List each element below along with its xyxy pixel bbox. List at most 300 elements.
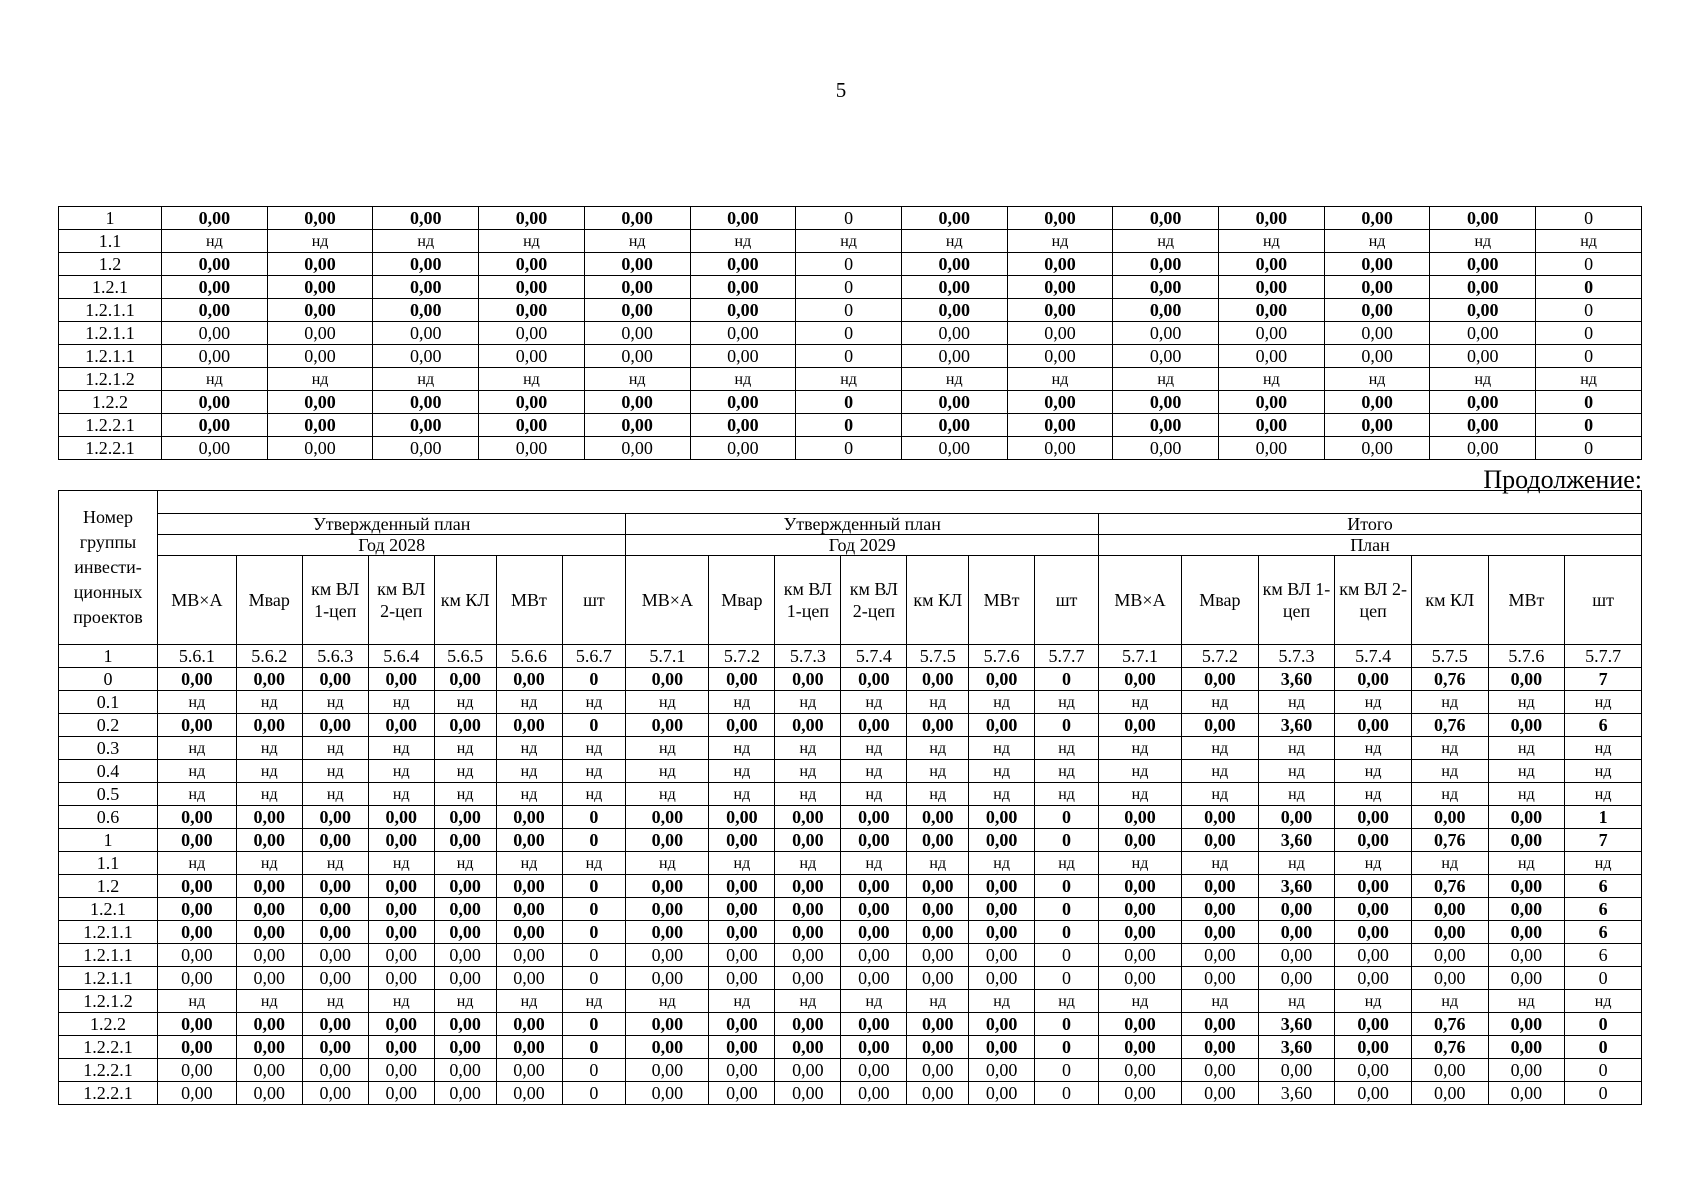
table-cell: 0	[562, 898, 626, 921]
table-cell: 0,00	[496, 967, 562, 990]
column-code: 5.7.3	[775, 645, 841, 668]
table-cell: 0,00	[1488, 714, 1565, 737]
table-cell: 0,00	[267, 276, 373, 299]
table-cell: 0	[1035, 875, 1099, 898]
column-code: 5.7.2	[1182, 645, 1259, 668]
table-row	[59, 783, 1642, 806]
table-cell: 0,00	[1182, 944, 1259, 967]
table-cell: 0,00	[690, 437, 796, 460]
table-cell: 0,00	[236, 806, 302, 829]
row-label: 1.2.1	[59, 276, 162, 299]
table-cell: нд	[434, 691, 496, 714]
table-cell: 0,00	[584, 345, 690, 368]
table-cell: нд	[1258, 691, 1335, 714]
table-cell: 0,00	[775, 944, 841, 967]
table-cell: 0,00	[1430, 391, 1536, 414]
table-cell: 0,00	[709, 668, 775, 691]
table-cell: 0,00	[907, 1013, 969, 1036]
table-cell: 0,00	[841, 829, 907, 852]
table-cell: нд	[969, 852, 1035, 875]
table-cell: 0,00	[1007, 414, 1113, 437]
table-cell: 0,00	[841, 921, 907, 944]
table-cell: 0,00	[236, 944, 302, 967]
unit-header: км КЛ	[1411, 556, 1488, 645]
table-cell: 0,00	[162, 391, 268, 414]
table-cell: 0,00	[236, 714, 302, 737]
column-code: 5.7.7	[1035, 645, 1099, 668]
table-cell: нд	[709, 783, 775, 806]
unit-header: км ВЛ 1-цеп	[775, 556, 841, 645]
table-cell: нд	[775, 737, 841, 760]
table-cell: 0,00	[1219, 276, 1325, 299]
table-cell: 3,60	[1258, 875, 1335, 898]
row-label: 1.2.2.1	[59, 437, 162, 460]
table-cell: 0,00	[373, 437, 479, 460]
table-cell: 0,00	[1430, 345, 1536, 368]
table-cell: 0,00	[1219, 207, 1325, 230]
table-cell: 0,00	[373, 391, 479, 414]
table-cell: 0,00	[434, 875, 496, 898]
table-cell: 0,00	[1182, 875, 1259, 898]
table-cell: 0,00	[1335, 944, 1412, 967]
table-row	[59, 944, 1642, 967]
column-code: 5.7.6	[1488, 645, 1565, 668]
table-cell: 0,00	[584, 276, 690, 299]
table-cell: 0,00	[479, 276, 585, 299]
table-row	[59, 691, 1642, 714]
table-cell: 0,00	[1098, 944, 1181, 967]
table-cell: 0,00	[496, 921, 562, 944]
table-cell: 0,00	[1324, 391, 1430, 414]
table-cell: 0,00	[162, 322, 268, 345]
unit-header: МВт	[496, 556, 562, 645]
table-cell: 0,00	[1098, 921, 1181, 944]
table-cell: 0,00	[158, 944, 237, 967]
table-row	[59, 829, 1642, 852]
table-cell: нд	[1182, 760, 1259, 783]
unit-header: шт	[1565, 556, 1642, 645]
table-cell: 0	[796, 299, 902, 322]
table-cell: нд	[907, 783, 969, 806]
table-cell: 0,00	[1182, 921, 1259, 944]
table-cell: нд	[496, 760, 562, 783]
table-cell: 0,00	[236, 1059, 302, 1082]
column-code: 5.7.4	[841, 645, 907, 668]
unit-header: км КЛ	[434, 556, 496, 645]
table-cell: 0,00	[1182, 898, 1259, 921]
table-cell: нд	[236, 691, 302, 714]
table-cell: 0,00	[158, 668, 237, 691]
table-cell: нд	[907, 852, 969, 875]
table-cell: 0,00	[626, 714, 709, 737]
table-cell: нд	[1035, 783, 1099, 806]
unit-header: МВт	[1488, 556, 1565, 645]
table-cell: нд	[626, 737, 709, 760]
table-cell: 0,00	[302, 668, 368, 691]
table-cell: нд	[1258, 760, 1335, 783]
table-cell: 0,00	[434, 1013, 496, 1036]
table-cell: 0,00	[709, 1013, 775, 1036]
header-blank-cell	[158, 491, 1642, 514]
table-cell: 3,60	[1258, 1036, 1335, 1059]
table-row	[59, 1082, 1642, 1105]
table-cell: 0,00	[1335, 1082, 1412, 1105]
table-cell: 0,00	[158, 1013, 237, 1036]
table-cell: нд	[901, 368, 1007, 391]
table-cell: 0,00	[1182, 1036, 1259, 1059]
table-cell: нд	[1488, 760, 1565, 783]
unit-header: Мвар	[236, 556, 302, 645]
table-cell: 0,00	[775, 1036, 841, 1059]
table-cell: 0,00	[901, 207, 1007, 230]
table-cell: 0,00	[496, 668, 562, 691]
table-row	[59, 322, 1642, 345]
table-row	[59, 1013, 1642, 1036]
table-cell: 0,00	[479, 299, 585, 322]
table-cell: нд	[368, 760, 434, 783]
table-cell: 0,00	[907, 944, 969, 967]
table-cell: 0,00	[709, 829, 775, 852]
table-cell: 0	[1035, 1013, 1099, 1036]
table-cell: нд	[1035, 737, 1099, 760]
table-cell: 0,00	[775, 714, 841, 737]
table-cell: 0,00	[1430, 299, 1536, 322]
table-cell: нд	[1565, 783, 1642, 806]
table-cell: 0,00	[626, 875, 709, 898]
row-label: 1.2.2	[59, 1013, 158, 1036]
table-cell: 0,00	[1488, 806, 1565, 829]
table-cell: 0,00	[709, 875, 775, 898]
table-cell: 0,00	[368, 944, 434, 967]
table-cell: нд	[1335, 737, 1412, 760]
table-cell: 0	[1536, 276, 1642, 299]
table-cell: 0,00	[584, 414, 690, 437]
table-cell: 0,00	[775, 1013, 841, 1036]
table-cell: 3,60	[1258, 668, 1335, 691]
table-cell: 0,00	[901, 345, 1007, 368]
table-cell: 0,00	[368, 714, 434, 737]
table-cell: нд	[841, 783, 907, 806]
table-cell: 0,00	[1007, 322, 1113, 345]
table-cell: 0,00	[1219, 414, 1325, 437]
table-cell: нд	[907, 760, 969, 783]
table-cell: 0,00	[434, 1082, 496, 1105]
table-cell: 0,00	[690, 414, 796, 437]
table-cell: 0,00	[969, 1059, 1035, 1082]
table-cell: 0,00	[709, 1082, 775, 1105]
table-cell: 0,00	[373, 322, 479, 345]
table-cell: 0,00	[368, 1059, 434, 1082]
table-cell: 0,00	[158, 806, 237, 829]
table-cell: нд	[302, 737, 368, 760]
table-cell: 0	[796, 322, 902, 345]
table-cell: 0,00	[267, 345, 373, 368]
page-number: 5	[835, 78, 847, 102]
table-cell: нд	[1335, 783, 1412, 806]
table-cell: 0,00	[1430, 437, 1536, 460]
table-row	[59, 437, 1642, 460]
table-cell: нд	[1488, 990, 1565, 1013]
table-cell: 0,00	[158, 967, 237, 990]
table-cell: 0,00	[709, 806, 775, 829]
table-cell: нд	[1565, 852, 1642, 875]
table-cell: 0,00	[709, 714, 775, 737]
row-label: 1.2.2.1	[59, 1059, 158, 1082]
table-cell: 0,00	[690, 207, 796, 230]
table-cell: 0,00	[690, 276, 796, 299]
table-cell: 0,00	[1430, 253, 1536, 276]
table-cell: 0,00	[368, 967, 434, 990]
table-cell: нд	[690, 230, 796, 253]
table-cell: 0,00	[1324, 207, 1430, 230]
table-cell: нд	[1258, 852, 1335, 875]
table-cell: 3,60	[1258, 1082, 1335, 1105]
table-cell: нд	[907, 691, 969, 714]
group-subtitle-2028: Год 2028	[158, 535, 626, 556]
table-cell: нд	[969, 783, 1035, 806]
table-cell: 0,00	[1430, 207, 1536, 230]
table-cell: нд	[1219, 368, 1325, 391]
table-cell: нд	[368, 990, 434, 1013]
table-cell: 0,00	[1335, 921, 1412, 944]
unit-header: км ВЛ 2-цеп	[841, 556, 907, 645]
table-cell: нд	[1430, 230, 1536, 253]
table-cell: 0	[1035, 668, 1099, 691]
table-cell: нд	[1258, 737, 1335, 760]
table-cell: 0,00	[1098, 714, 1181, 737]
table-cell: 0,00	[1335, 875, 1412, 898]
table-cell: нд	[368, 783, 434, 806]
table-cell: 0,00	[496, 1082, 562, 1105]
table-cell: 0,00	[302, 1082, 368, 1105]
table-cell: 0	[562, 944, 626, 967]
column-code: 5.7.1	[626, 645, 709, 668]
table-cell: нд	[626, 760, 709, 783]
table-cell: 0,00	[626, 944, 709, 967]
table-cell: 6	[1565, 714, 1642, 737]
table-cell: нд	[1488, 691, 1565, 714]
table-cell: нд	[1258, 990, 1335, 1013]
table-cell: нд	[434, 990, 496, 1013]
table-cell: нд	[709, 691, 775, 714]
table-cell: 0,00	[1182, 806, 1259, 829]
table-cell: нд	[562, 691, 626, 714]
table-cell: 0,76	[1411, 714, 1488, 737]
row-label: 0.3	[59, 737, 158, 760]
table-cell: нд	[434, 737, 496, 760]
table-cell: 0,00	[969, 668, 1035, 691]
table-cell: 0,00	[841, 806, 907, 829]
table-cell: 0,00	[162, 207, 268, 230]
unit-header: км ВЛ 2-цеп	[1335, 556, 1412, 645]
table-row	[59, 207, 1642, 230]
table-cell: 0,00	[1411, 1082, 1488, 1105]
table-cell: 0,00	[267, 322, 373, 345]
table-cell: 0,00	[158, 1082, 237, 1105]
unit-header: МВт	[969, 556, 1035, 645]
table-cell: 3,60	[1258, 829, 1335, 852]
table-cell: нд	[1411, 760, 1488, 783]
table-cell: 0,00	[690, 345, 796, 368]
table-cell: нд	[496, 691, 562, 714]
table-cell: 0,00	[373, 253, 479, 276]
table-cell: 0,00	[690, 253, 796, 276]
table-cell: 0,00	[1324, 322, 1430, 345]
table-cell: 0,00	[373, 299, 479, 322]
table-cell: 0	[1536, 322, 1642, 345]
table-cell: 0,00	[1488, 1013, 1565, 1036]
table-cell: 0,00	[479, 322, 585, 345]
table-cell: 0,00	[626, 1059, 709, 1082]
table-cell: нд	[907, 990, 969, 1013]
table-cell: 0,00	[236, 875, 302, 898]
table-cell: нд	[236, 783, 302, 806]
table-cell: 0	[1536, 253, 1642, 276]
table-cell: 0,00	[479, 345, 585, 368]
table-cell: 0,00	[1488, 944, 1565, 967]
table-cell: 0,00	[841, 1059, 907, 1082]
table-cell: 0,00	[969, 714, 1035, 737]
table-cell: 0,00	[1098, 875, 1181, 898]
unit-header: км ВЛ 1-цеп	[1258, 556, 1335, 645]
table-cell: 0,00	[907, 668, 969, 691]
table-cell: 0	[562, 921, 626, 944]
table-cell: 0,00	[775, 829, 841, 852]
table-cell: 0,00	[1219, 391, 1325, 414]
table-cell: 0,00	[434, 944, 496, 967]
table-cell: 0,00	[1113, 414, 1219, 437]
table-cell: 0,00	[1113, 345, 1219, 368]
table-cell: 0	[562, 1082, 626, 1105]
table-cell: 0	[796, 391, 902, 414]
table-cell: 0,00	[1324, 253, 1430, 276]
table-cell: 6	[1565, 875, 1642, 898]
table-cell: 0,00	[1488, 967, 1565, 990]
table-cell: 0,00	[267, 437, 373, 460]
table-cell: нд	[1324, 368, 1430, 391]
table-cell: нд	[158, 737, 237, 760]
table-cell: нд	[584, 230, 690, 253]
table-cell: нд	[562, 760, 626, 783]
table-cell: 0,00	[1219, 345, 1325, 368]
table-cell: 0,00	[158, 898, 237, 921]
table-cell: нд	[302, 990, 368, 1013]
row-label: 0.6	[59, 806, 158, 829]
table-cell: 0,00	[584, 391, 690, 414]
table-cell: 0,00	[1324, 437, 1430, 460]
table-cell: 0,00	[584, 207, 690, 230]
table-cell: нд	[562, 990, 626, 1013]
table-cell: 0,00	[841, 944, 907, 967]
table-cell: 0,00	[302, 875, 368, 898]
group-subtitle-2029: Год 2029	[626, 535, 1099, 556]
table-cell: 0,00	[434, 967, 496, 990]
table-row	[59, 391, 1642, 414]
table-cell: 0,00	[969, 1082, 1035, 1105]
table-row	[59, 345, 1642, 368]
table-cell: 0,00	[1488, 1059, 1565, 1082]
table-cell: 3,60	[1258, 714, 1335, 737]
row-label: 1.2	[59, 875, 158, 898]
table-cell: 0	[1035, 714, 1099, 737]
table-cell: нд	[1098, 691, 1181, 714]
table-cell: нд	[1182, 691, 1259, 714]
table-cell: нд	[690, 368, 796, 391]
table-cell: 0	[562, 829, 626, 852]
table-cell: нд	[841, 737, 907, 760]
table-cell: нд	[1411, 691, 1488, 714]
table-cell: нд	[1035, 990, 1099, 1013]
table-cell: 0,00	[1182, 1082, 1259, 1105]
table-cell: 0,00	[236, 898, 302, 921]
table-cell: 0	[1536, 391, 1642, 414]
row-label: 0.1	[59, 691, 158, 714]
table-cell: нд	[1536, 368, 1642, 391]
table-cell: 0,00	[1411, 1059, 1488, 1082]
column-code: 5.7.5	[907, 645, 969, 668]
table-cell: 0	[1035, 944, 1099, 967]
table-cell: 0,00	[267, 414, 373, 437]
table-cell: нд	[1182, 783, 1259, 806]
table-cell: 0,00	[907, 714, 969, 737]
table-cell: 0,00	[969, 1036, 1035, 1059]
table-cell: 0,00	[1258, 898, 1335, 921]
table-cell: нд	[236, 990, 302, 1013]
row-label: 1.2.1.1	[59, 299, 162, 322]
table-cell: нд	[626, 852, 709, 875]
table-cell: 0,00	[1258, 1059, 1335, 1082]
table-cell: нд	[841, 990, 907, 1013]
row-label: 1.2.2.1	[59, 414, 162, 437]
table-cell: 6	[1565, 898, 1642, 921]
table-cell: 0,00	[496, 1059, 562, 1082]
table-cell: 0,00	[1098, 1082, 1181, 1105]
table-cell: 0,00	[1335, 668, 1412, 691]
table-cell: 0,00	[584, 437, 690, 460]
table-cell: 0,00	[1113, 299, 1219, 322]
table-cell: нд	[302, 783, 368, 806]
table-cell: 0,00	[496, 898, 562, 921]
table-cell: 0	[1035, 921, 1099, 944]
row-label: 1.2.1	[59, 898, 158, 921]
table-cell: 0,00	[907, 875, 969, 898]
table-cell: нд	[1113, 368, 1219, 391]
table-cell: 0,00	[1113, 391, 1219, 414]
row-label: 1.2.1.2	[59, 368, 162, 391]
table-cell: 0,00	[1324, 276, 1430, 299]
table-cell: 0,00	[434, 714, 496, 737]
table-cell: 0,00	[1182, 967, 1259, 990]
table-cell: 0,00	[1258, 806, 1335, 829]
table-cell: нд	[236, 760, 302, 783]
table-row	[59, 230, 1642, 253]
row-label: 1.2.2	[59, 391, 162, 414]
table-cell: 0,00	[162, 345, 268, 368]
row-label: 0.4	[59, 760, 158, 783]
table-cell: 0,00	[1411, 967, 1488, 990]
header-group-row	[59, 514, 1642, 535]
table-cell: нд	[496, 852, 562, 875]
table-cell: нд	[626, 691, 709, 714]
table-cell: 0,00	[626, 1082, 709, 1105]
row-label: 1.2.1.1	[59, 322, 162, 345]
table-cell: 0,00	[302, 1036, 368, 1059]
table-cell: 0,00	[841, 1013, 907, 1036]
table-cell: 0,00	[901, 322, 1007, 345]
table-cell: 0,00	[158, 829, 237, 852]
row-label: 1	[59, 829, 158, 852]
table-cell: 0,00	[907, 1082, 969, 1105]
